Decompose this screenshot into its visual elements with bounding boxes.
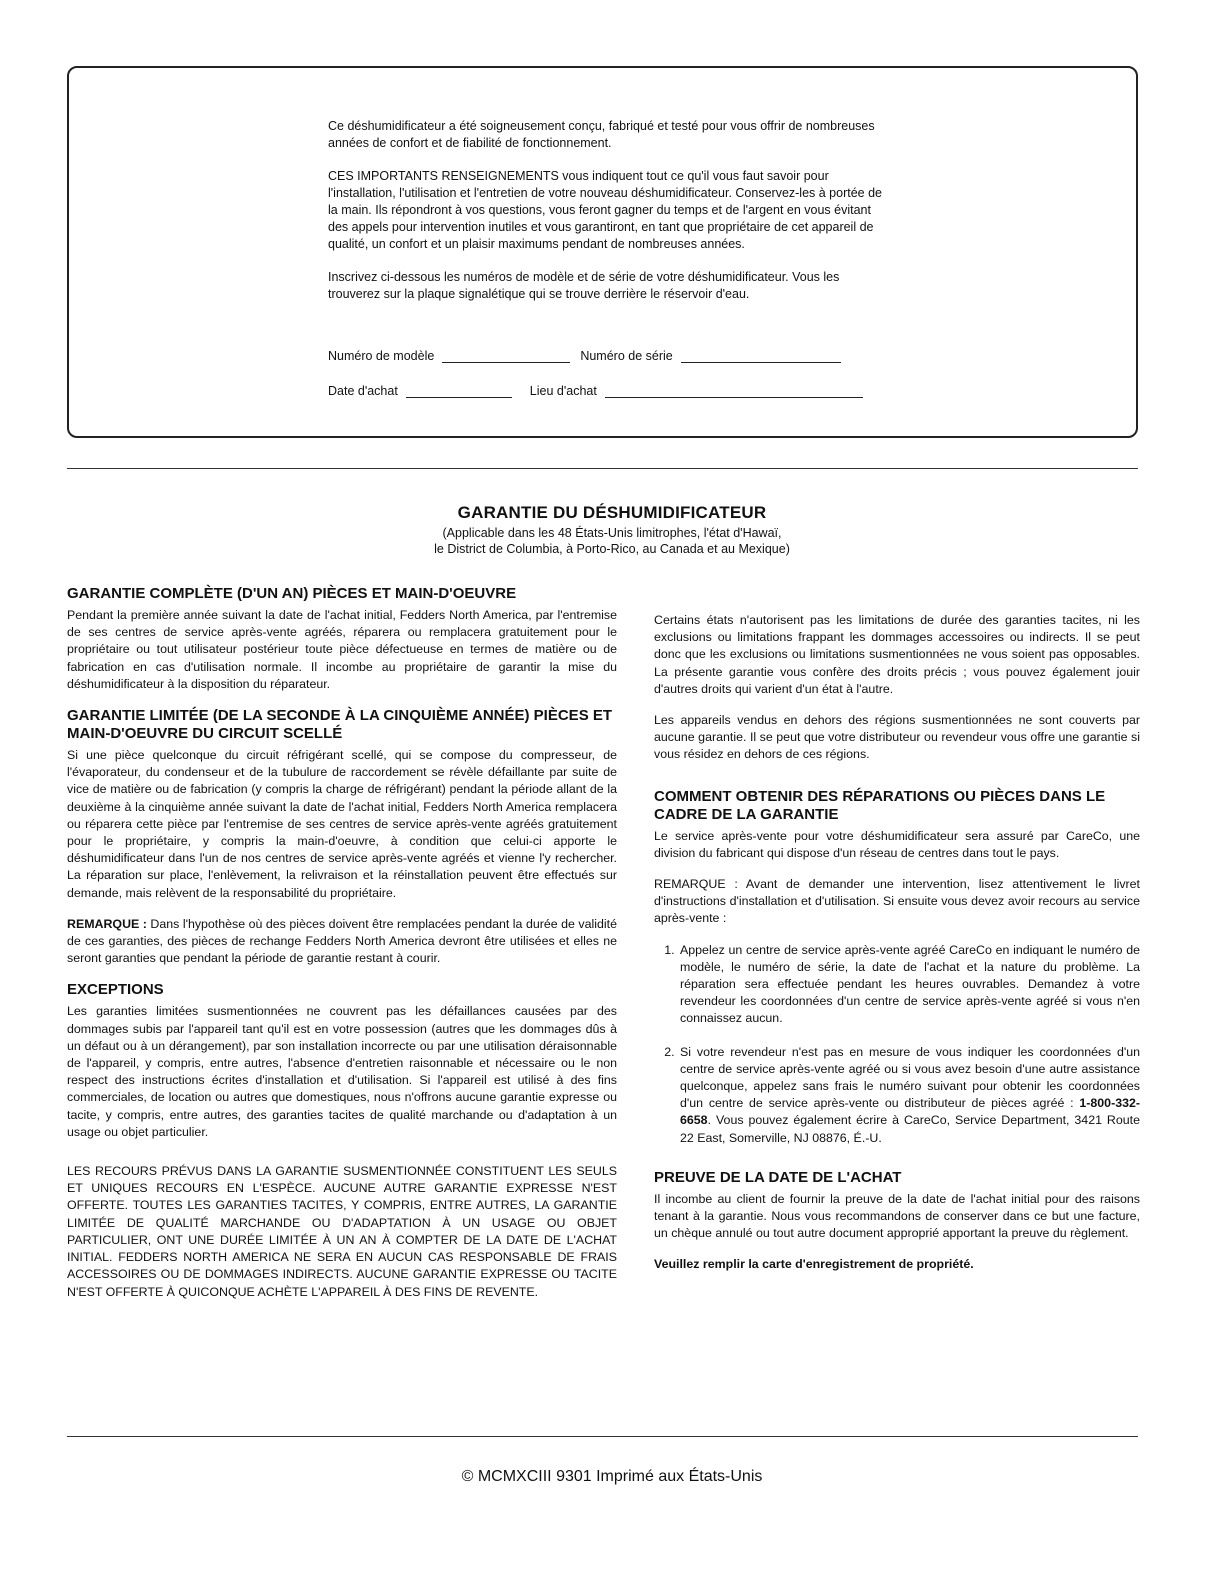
full-warranty-heading: GARANTIE COMPLÈTE (D'UN AN) PIÈCES ET MAIN-D'OEUVRE xyxy=(67,585,517,602)
intro-paragraph-1: Ce déshumidificateur a été soigneusement conçu, fabriqué et testé pour vous offrir de nombreuses années de confort et de fiabilité de fonctionnement. xyxy=(328,119,875,150)
serial-number-field[interactable] xyxy=(681,350,841,363)
model-serial-row xyxy=(328,345,908,363)
exceptions-heading: EXCEPTIONS xyxy=(67,981,164,999)
copyright-footer: © MCMXCIII 9301 Imprimé aux États-Unis xyxy=(461,1468,763,1485)
date-place-row xyxy=(328,380,908,398)
service-step-2-text-a: Si votre revendeur n'est pas en mesure de vous indiquer les coordonnées d'un centre de service après-vente agréé ou si vous avez besoin d'une autre assistance quelconque, appelez sans frais le numéro suivant pour obtenir les coordonnées d'un centre de service après-vente ou distributeur de pièces agréé : xyxy=(680,1044,1140,1111)
purchase-place-field[interactable] xyxy=(605,385,863,398)
divider-bottom xyxy=(67,1436,1138,1437)
proof-of-purchase-heading: PREUVE DE LA DATE DE L'ACHAT xyxy=(654,1168,902,1186)
careco-text: Le service après-vente pour votre déshumidificateur sera assuré par CareCo, une division du fabricant qui dispose d'un réseau de centres dans tout le pays. xyxy=(654,828,1140,860)
service-step-2 xyxy=(678,1044,1140,1147)
remark-paragraph xyxy=(67,916,617,968)
outside-regions-text: Les appareils vendus en dehors des régions susmentionnées ne sont couverts par aucune garantie. Il se peut que votre distributeur ou revendeur vous offre une garantie si vous résidez en dehors de ces régions. xyxy=(654,713,1140,762)
intro-paragraph-2: CES IMPORTANTS RENSEIGNEMENTS vous indiquent tout ce qu'il vous faut savoir pour l'installation, l'utilisation et l'entretien de votre nouveau déshumidificateur. Conservez-les à portée de la main. Ils répondront à vos questions, vous feront gagner du temps et de l'argent en vous évitant des appels pour intervention inutiles et vous garantiront, en tant que propriétaire de cet appareil de qualité, un confort et un plaisir maximums pendant de nombreuses années. xyxy=(328,169,883,251)
proof-of-purchase-text: Il incombe au client de fournir la preuve de la date de l'achat initial pour des raisons tenant à la garantie. Nous vous recommandons de conserver dans ce but une facture, un chèque annulé ou tout autre document approprié apportant la preuve du règlement. xyxy=(654,1191,1140,1241)
remedies-caps-text: LES RECOURS PRÉVUS DANS LA GARANTIE SUSMENTIONNÉE CONSTITUENT LES SEULS ET UNIQUES RECOURS EN L'ESPÈCE. AUCUNE AUTRE GARANTIE EXPRESSE N'EST OFFERTE. TOUTES LES GARANTIES TACITES, Y COMPRIS, ENTRE AUTRES, LA GARANTIE LIMITÉE DE QUALITÉ MARCHANDE OU D'ADAPTATION À UN USAGE OU OBJET PARTICULIER, ONT UNE DURÉE LIMITÉE À UN AN À COMPTER DE LA DATE DE L'ACHAT INITIAL. FEDDERS NORTH AMERICA NE SERA EN AUCUN CAS RESPONSABLE DE FRAIS ACCESSOIRES OU DE DOMMAGES INDIRECTS. AUCUNE GARANTIE EXPRESSE OU TACITE N'EST OFFERTE À QUICONQUE ACHÈTE L'APPAREIL À DES FINS DE REVENTE. xyxy=(67,1164,617,1299)
service-heading: COMMENT OBTENIR DES RÉPARATIONS OU PIÈCES DANS LE CADRE DE LA GARANTIE xyxy=(654,787,1106,823)
limited-warranty-heading: GARANTIE LIMITÉE (DE LA SECONDE À LA CINQUIÈME ANNÉE) PIÈCES ET MAIN-D'OEUVRE DU CIRCUIT SCELLÉ xyxy=(67,707,613,743)
service-remark-text: REMARQUE : Avant de demander une intervention, lisez attentivement le livret d'instructions d'installation et d'utilisation. Si ensuite vous devez avoir recours au service après-vente : xyxy=(654,877,1140,926)
warranty-subtitle-line-2: le District de Columbia, à Porto-Rico, au Canada et au Mexique) xyxy=(434,542,790,556)
remark-label: REMARQUE : xyxy=(67,916,147,931)
registration-card-reminder: Veuillez remplir la carte d'enregistrement de propriété. xyxy=(654,1257,974,1272)
right-column xyxy=(654,612,1140,1288)
left-column xyxy=(67,585,617,1315)
intro-paragraph-3: Inscrivez ci-dessous les numéros de modèle et de série de votre déshumidificateur. Vous les trouverez sur la plaque signalétique qui se trouve derrière le réservoir d'eau. xyxy=(328,270,840,301)
service-step-1: 1. Appelez un centre de service après-vente agréé CareCo en indiquant le numéro de modèle, le numéro de série, la date de l'achat et la nature du problème. La réparation sera effectuée pendant les heures ouvrables. Demandez à votre revendeur les coordonnées d'un centre de service après-vente agréé si vous n'en connaissez aucun. xyxy=(678,942,1140,1028)
purchase-date-label: Date d'achat xyxy=(328,384,398,398)
warranty-subtitle-line-1: (Applicable dans les 48 États-Unis limitrophes, l'état d'Hawaï, xyxy=(442,526,782,540)
full-warranty-text: Pendant la première année suivant la date de l'achat initial, Fedders North America, par l'entremise de ses centres de service après-vente agréés, réparera ou remplacera gratuitement pour le propriétaire ou tout utilisateur postérieur toute pièce défectueuse en termes de matière ou de fabrication en cas d'utilisation normale. Il incombe au propriétaire de garantir la mise du déshumidificateur à la disposition du réparateur. xyxy=(67,608,617,691)
model-number-field[interactable] xyxy=(442,350,570,363)
purchase-date-field[interactable] xyxy=(406,385,512,398)
state-limitations-text: Certains états n'autorisent pas les limitations de durée des garanties tacites, ni les exclusions ou limitations frappant les dommages accessoires ou indirects. Il se peut donc que les exclusions ou limitations susmentionnées ne vous soient pas opposables. La présente garantie vous confère des droits précis ; vous pouvez également jouir d'autres droits qui varient d'un état à l'autre. xyxy=(654,613,1140,696)
divider-top xyxy=(67,468,1138,469)
model-number-label: Numéro de modèle xyxy=(328,349,435,363)
warranty-subtitle xyxy=(0,525,1224,557)
serial-number-label: Numéro de série xyxy=(580,349,673,363)
service-step-2-text-b: . Vous pouvez également écrire à CareCo, Service Department, 3421 Route 22 East, Somerville, NJ 08876, É.-U. xyxy=(680,1113,1140,1145)
warranty-title: GARANTIE DU DÉSHUMIDIFICATEUR xyxy=(457,503,767,522)
exceptions-text: Les garanties limitées susmentionnées ne couvrent pas les défaillances causées par des dommages subis par l'appareil tant qu'il est en votre possession (autres que les dommages dûs à un défaut ou à un dérangement), par son installation incorrecte ou par une utilisation déraisonnable de l'appareil, y compris, entre autres, l'absence d'entretien raisonnable et nécessaire ou le non respect des instructions écrites d'installation et d'utilisation. Si l'appareil est utilisé à des fins commerciales, de location ou autres que domestiques, nous n'offrons aucune garantie expresse ou tacite, y compris, entre autres, des garanties tacites de qualité marchande ou d'adaptation à un usage ou objet particulier. xyxy=(67,1004,617,1139)
intro-text xyxy=(328,118,888,319)
purchase-place-label: Lieu d'achat xyxy=(529,384,597,398)
limited-warranty-text: Si une pièce quelconque du circuit réfrigérant scellé, qui se compose du compresseur, de l'évaporateur, du condenseur et de la tubulure de raccordement se révèle défaillante par suite de vice de matière ou de fabrication (y compris la charge de réfrigérant) pendant la période allant de la deuxième à la cinquième année suivant la date de l'achat initial, Fedders North America remplacera ou réparera cette pièce par l'entremise de ses centres de service après-vente agréés gratuitement pour le propriétaire, y compris la main-d'oeuvre, à condition que celui-ci apporte le déshumidificateur dans l'un de nos centres de service après-vente agréés et vienne l'y rechercher. La réparation sur place, l'enlèvement, la relivraison et la réinstallation peuvent être effectués sur demande, mais relèvent de la responsabilité du propriétaire. xyxy=(67,748,617,900)
remark-text: Dans l'hypothèse où des pièces doivent être remplacées pendant la durée de validité de ces garanties, des pièces de rechange Fedders North America devront être utilisées et elles ne seront garanties que pendant la période de garantie restant à courir. xyxy=(67,916,617,966)
service-steps-list xyxy=(654,942,1140,1147)
careco-phone-number: 1-800-332-6658 xyxy=(680,1096,1140,1128)
